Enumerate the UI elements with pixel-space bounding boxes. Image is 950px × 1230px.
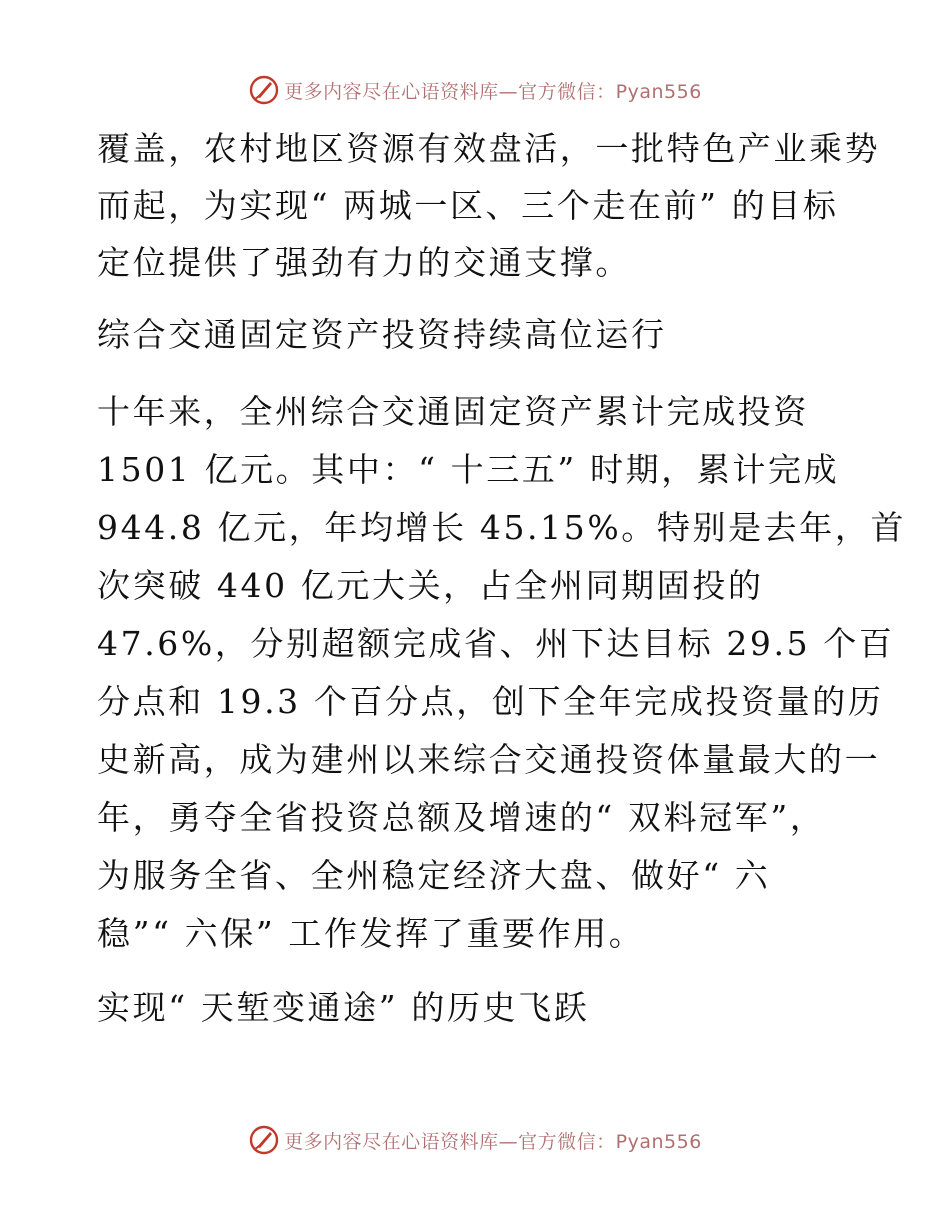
watermark-text: 更多内容尽在心语资料库—官方微信：Pyan556 (284, 1130, 702, 1153)
text-line: 覆盖，农村地区资源有效盘活，一批特色产业乘势 (97, 129, 881, 168)
quill-logo-icon (248, 1124, 280, 1156)
text-line: 为服务全省、全州稳定经济大盘、做好“ 六 (97, 856, 771, 895)
text-line: 47.6%，分别超额完成省、州下达目标 29.5 个百 (97, 624, 895, 663)
text-line: 史新高，成为建州以来综合交通投资体量最大的一 (97, 740, 881, 779)
footer-watermark (0, 1123, 950, 1157)
text-line: 分点和 19.3 个百分点，创下全年完成投资量的历 (97, 682, 884, 721)
text-line: 稳”“ 六保” 工作发挥了重要作用。 (97, 914, 645, 953)
section-heading: 综合交通固定资产投资持续高位运行 (97, 315, 667, 354)
section-heading: 实现“ 天堑变通途” 的历史飞跃 (97, 988, 590, 1027)
text-line: 定位提供了强劲有力的交通支撑。 (97, 243, 631, 282)
watermark-text: 更多内容尽在心语资料库—官方微信：Pyan556 (284, 80, 702, 103)
text-line: 十年来，全州综合交通固定资产累计完成投资 (97, 392, 809, 431)
text-line: 年，勇夺全省投资总额及增速的“ 双料冠军”， (97, 798, 826, 837)
text-line: 1501 亿元。其中：“ 十三五” 时期，累计完成 (97, 450, 840, 489)
quill-logo-icon (248, 74, 280, 106)
text-line: 而起，为实现“ 两城一区、三个走在前” 的目标 (97, 186, 839, 225)
text-line: 944.8 亿元，年均增长 45.15%。特别是去年，首 (97, 508, 907, 547)
header-watermark (0, 73, 950, 107)
text-line: 次突破 440 亿元大关，占全州同期固投的 (97, 566, 764, 605)
